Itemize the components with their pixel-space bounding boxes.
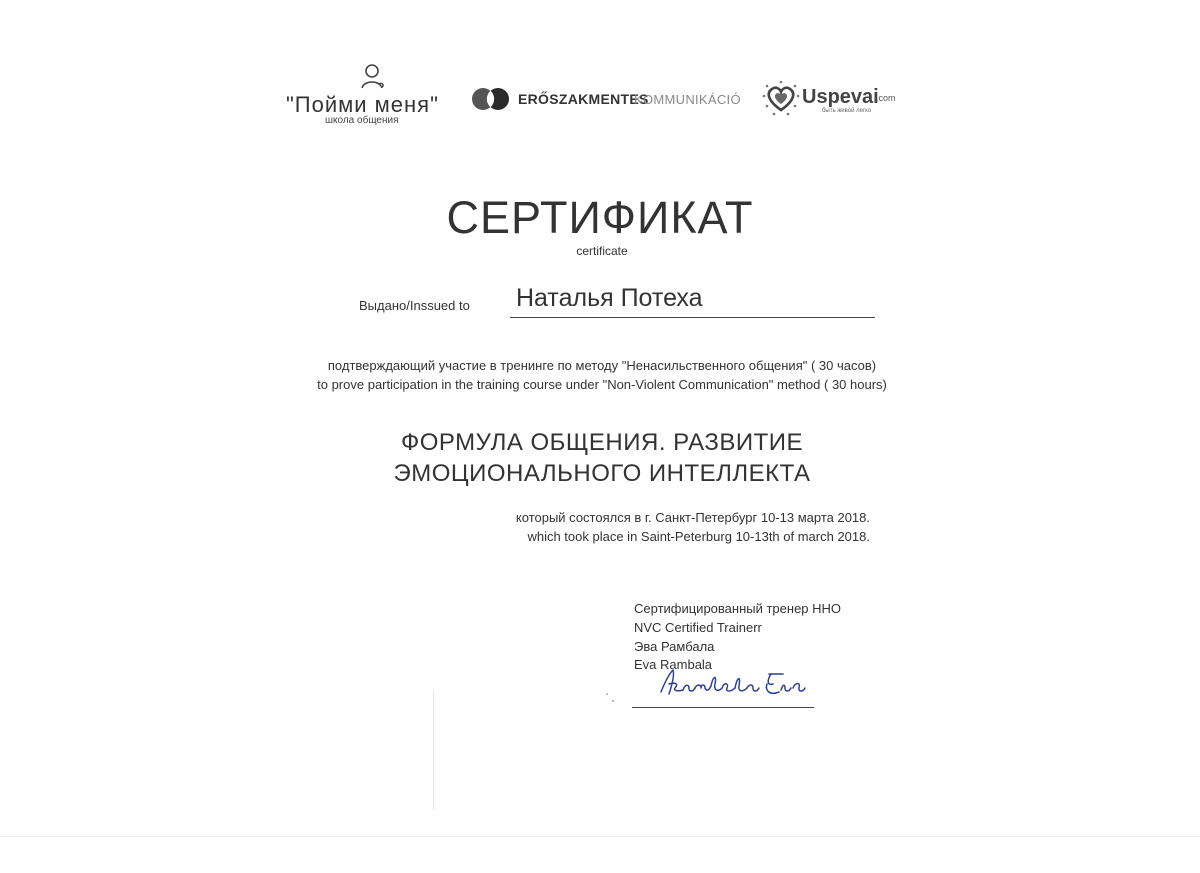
trainer-title-ru: Сертифицированный тренер ННО (634, 601, 842, 616)
scan-speck (606, 693, 608, 695)
two-circles-icon (470, 86, 514, 112)
place-date-ru: который состоялся в г. Санкт-Петербург 10-13 марта 2018. (515, 510, 870, 525)
intro-text-en: to prove participation in the training course under "Non-Violent Communication" method ( 30 hours) (317, 377, 887, 392)
recipient-name: Наталья Потеха (516, 284, 703, 312)
logo-eroszak-word2: KOMMUNIKÁCIÓ (634, 92, 741, 107)
scan-mark (433, 690, 434, 810)
scan-speck (612, 700, 614, 702)
trainer-title-en: NVC Certified Trainerr (634, 620, 762, 635)
certificate-subtitle: certificate (576, 244, 628, 258)
trainer-signature (655, 662, 815, 708)
signature-line (632, 707, 814, 708)
logo-poimi-sub: школа общения (325, 115, 399, 126)
scan-edge (0, 836, 1200, 837)
certificate-title: СЕРТИФИКАТ (446, 192, 754, 243)
logo-eroszak-word1: ERŐSZAKMENTES (518, 91, 649, 107)
intro-text-ru: подтверждающий участие в тренинге по методу "Ненасильственного общения" ( 30 часов) (327, 358, 877, 373)
trainer-name-en: Eva Rambala (634, 657, 713, 672)
course-title-line2: ЭМОЦИОНАЛЬНОГО ИНТЕЛЛЕКТА (393, 460, 811, 487)
person-icon (358, 62, 390, 94)
course-title-line1: ФОРМУЛА ОБЩЕНИЯ. РАЗВИТИЕ (400, 429, 803, 456)
logo-poimi-name: "Пойми меня" (286, 92, 439, 117)
issued-to-label: Выдано/Inssued to (359, 298, 470, 313)
logo-uspevai-domain: .com (876, 93, 896, 103)
logo-uspevai (760, 78, 910, 123)
heart-icon (760, 78, 802, 120)
recipient-underline (510, 317, 875, 318)
logo-uspevai-brand: Uspevai (802, 86, 879, 108)
trainer-name-ru: Эва Рамбала (634, 639, 715, 654)
logo-poimi-menya (282, 62, 452, 132)
logo-eroszakmentes (470, 86, 750, 116)
logo-uspevai-tagline: быть живой легко (822, 108, 872, 114)
place-date-en: which took place in Saint-Peterburg 10-13th of march 2018. (527, 529, 870, 544)
